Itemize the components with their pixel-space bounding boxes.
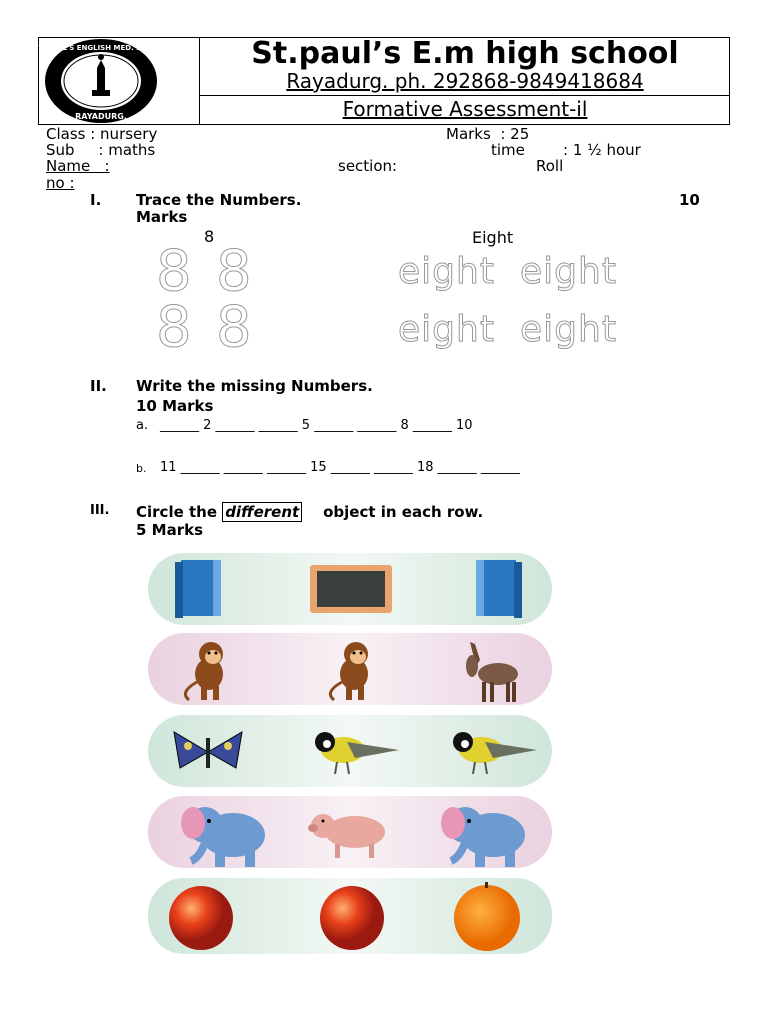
marks-label: Marks : 25 — [446, 125, 530, 143]
slate-icon[interactable] — [309, 564, 393, 614]
trace-word: eight — [398, 309, 495, 350]
q1-marks-number: 10 — [679, 191, 700, 209]
orange-icon[interactable] — [448, 880, 526, 952]
q1-title: Trace the Numbers. — [136, 191, 302, 209]
bird-icon[interactable] — [445, 728, 539, 776]
q2-a-sequence: ______ 2 ______ ______ 5 ______ ______ 8 ______ 10 — [160, 418, 473, 433]
q2-number: II. — [90, 377, 107, 395]
header-divider — [199, 95, 730, 96]
roll-no-label: no : — [46, 174, 75, 192]
q2-marks: 10 Marks — [136, 397, 214, 415]
roll-label: Roll — [536, 157, 564, 175]
q3-emphasis: different — [222, 502, 302, 522]
school-name: St.paul’s E.m high school — [251, 36, 679, 71]
q1-number: I. — [90, 191, 102, 209]
section-label: section: — [338, 157, 398, 175]
pig-icon[interactable] — [305, 808, 393, 860]
donkey-icon[interactable] — [462, 636, 524, 704]
subject-label: Sub : maths — [46, 141, 156, 159]
school-logo — [33, 38, 169, 124]
book-icon[interactable] — [474, 558, 524, 620]
trace-numeral: 8 — [156, 239, 193, 304]
roll-no-line — [46, 175, 202, 191]
q2-b-label: b. — [136, 462, 147, 475]
trace-word: eight — [520, 309, 617, 350]
svg-text:RAYADURG.: RAYADURG. — [75, 112, 127, 121]
time-value: : 1 ½ hour — [563, 141, 641, 159]
elephant-icon[interactable] — [431, 797, 531, 869]
trace-numeral: 8 — [216, 239, 253, 304]
school-address: Rayadurg. ph. 292868-9849418684 — [286, 69, 644, 93]
time-label: time — [491, 141, 525, 159]
name-label: Name : — [46, 157, 110, 175]
bird-icon[interactable] — [307, 728, 401, 776]
monkey-icon[interactable] — [175, 636, 235, 702]
q1-word-label: Eight — [472, 228, 514, 247]
q3-title: Circle the different object in each row. — [136, 503, 484, 521]
trace-word: eight — [520, 251, 617, 292]
trace-numeral: 8 — [216, 295, 253, 360]
trace-numeral: 8 — [156, 295, 193, 360]
book-icon[interactable] — [173, 558, 223, 620]
mango-icon[interactable] — [166, 880, 236, 952]
butterfly-icon[interactable] — [170, 730, 246, 774]
q3-number: III. — [90, 503, 110, 518]
q1-marks-word: Marks — [136, 208, 188, 226]
q1-numeral-label: 8 — [204, 227, 215, 246]
q3-marks: 5 Marks — [136, 521, 204, 539]
class-label: Class : nursery — [46, 125, 158, 143]
trace-word: eight — [398, 251, 495, 292]
svg-text:ST. PAUL'S ENGLISH MED. SCHOOL: ST. PAUL'S ENGLISH MED. SCHOOL — [33, 44, 169, 52]
elephant-icon[interactable] — [171, 797, 271, 869]
mango-icon[interactable] — [317, 880, 387, 952]
q2-b-sequence: 11 ______ ______ ______ 15 ______ ______ 18 ______ ______ — [160, 460, 520, 475]
q2-a-label: a. — [136, 418, 149, 433]
assessment-title: Formative Assessment-il — [342, 97, 588, 121]
monkey-icon[interactable] — [320, 636, 380, 702]
name-line — [46, 158, 574, 174]
q2-title: Write the missing Numbers. — [136, 377, 373, 395]
